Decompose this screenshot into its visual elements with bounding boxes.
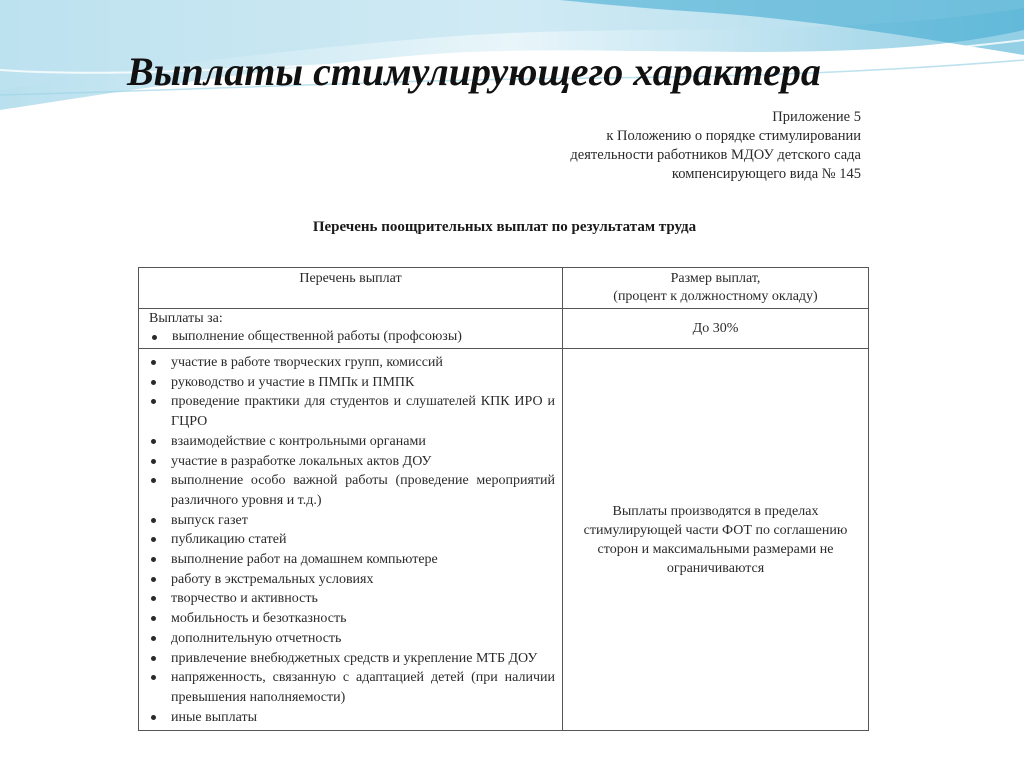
payments-table — [138, 267, 869, 731]
header-payment-size-line1: Размер выплат, — [670, 271, 761, 286]
list-item: мобильность и безотказность — [148, 609, 555, 629]
payments-cell — [139, 349, 563, 731]
header-payments-list: Перечень выплат — [139, 268, 563, 309]
list-item: публикацию статей — [148, 530, 555, 550]
header-payment-size-line2: (процент к должностному окладу) — [613, 289, 818, 304]
slide-title: Выплаты стимулирующего характера — [127, 49, 821, 94]
appendix-line: деятельности работников МДОУ детского сада — [570, 147, 861, 163]
document-scan — [128, 98, 881, 748]
payments-list — [140, 350, 561, 729]
table-header-row — [139, 268, 869, 309]
list-item: выполнение особо важной работы (проведение мероприятий различного уровня и т.д.) — [148, 471, 555, 510]
list-item: выполнение работ на домашнем компьютере — [148, 550, 555, 570]
list-item: проведение практики для студентов и слушателей КПК ИРО и ГЦРО — [148, 392, 555, 431]
appendix-line: компенсирующего вида № 145 — [671, 166, 861, 182]
list-item: творчество и активность — [148, 589, 555, 609]
payments-list — [149, 328, 556, 346]
list-item: руководство и участие в ПМПк и ПМПК — [148, 373, 555, 393]
list-item: работу в экстремальных условиях — [148, 570, 555, 590]
appendix-line: Приложение 5 — [772, 109, 861, 125]
payment-note-cell: Выплаты производятся в пределах стимулирующей части ФОТ по соглашению сторон и максимальными размерами не ограничиваются — [563, 349, 869, 731]
header-payment-size — [563, 268, 869, 309]
list-item: привлечение внебюджетных средств и укрепление МТБ ДОУ — [148, 649, 555, 669]
table-row — [139, 309, 869, 349]
list-item: дополнительную отчетность — [148, 629, 555, 649]
payments-cell — [139, 309, 563, 349]
list-item: взаимодействие с контрольными органами — [148, 432, 555, 452]
list-item: участие в разработке локальных актов ДОУ — [148, 452, 555, 472]
appendix-reference — [570, 108, 861, 184]
list-item: напряженность, связанную с адаптацией детей (при наличии превышения наполняемости) — [148, 668, 555, 707]
table-row — [139, 349, 869, 731]
list-item: иные выплаты — [148, 708, 555, 728]
list-item: выпуск газет — [148, 511, 555, 531]
document-heading: Перечень поощрительных выплат по результатам труда — [312, 219, 697, 235]
list-item: выполнение общественной работы (профсоюзы) — [149, 328, 556, 346]
payments-intro: Выплаты за: — [149, 311, 223, 326]
amount-cell: До 30% — [563, 309, 869, 349]
appendix-line: к Положению о порядке стимулировании — [606, 128, 861, 144]
list-item: участие в работе творческих групп, комиссий — [148, 353, 555, 373]
